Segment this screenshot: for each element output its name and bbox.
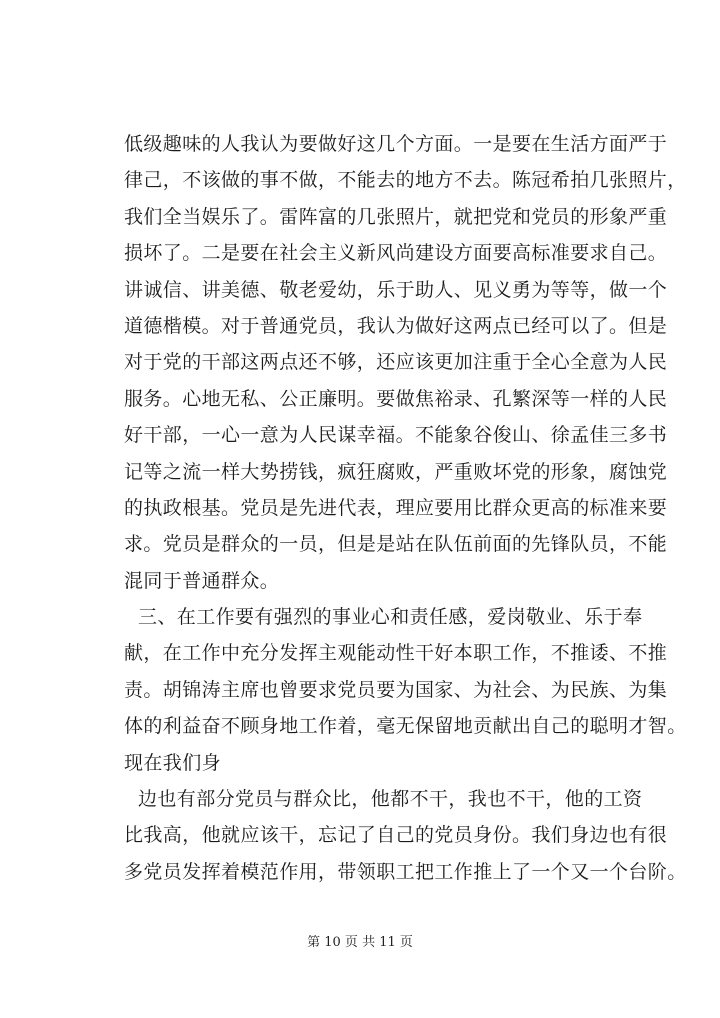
text-line: 好干部，一心一意为人民谋幸福。不能象谷俊山、徐孟佳三多书: [124, 424, 668, 447]
text-line: 记等之流一样大势捞钱，疯狂腐败，严重败坏党的形象，腐蚀党: [124, 460, 668, 483]
text-line: 讲诚信、讲美德、敬老爱幼，乐于助人、见义勇为等等，做一个: [124, 278, 668, 301]
body-text: [124, 126, 687, 890]
text-line: 三、在工作要有强烈的事业心和责任感，爱岗敬业、乐于奉: [138, 606, 643, 629]
text-line: 现在我们身: [124, 751, 222, 774]
text-line: 献，在工作中充分发挥主观能动性干好本职工作，不推诿、不推: [124, 642, 668, 665]
text-line: 多党员发挥着模范作用，带领职工把工作推上了一个又一个台阶。: [124, 860, 687, 883]
text-line: 服务。心地无私、公正廉明。要做焦裕录、孔繁深等一样的人民: [124, 387, 668, 410]
text-line: 责。胡锦涛主席也曾要求党员要为国家、为社会、为民族、为集: [124, 678, 668, 701]
text-line: 对于党的干部这两点还不够，还应该更加注重于全心全意为人民: [124, 351, 668, 374]
text-line: 求。党员是群众的一员，但是是站在队伍前面的先锋队员，不能: [124, 533, 668, 556]
text-line: 损坏了。二是要在社会主义新风尚建设方面要高标准要求自己。: [124, 242, 668, 265]
text-line: 的执政根基。党员是先进代表，理应要用比群众更高的标准来要: [124, 496, 668, 519]
text-line: 低级趣味的人我认为要做好这几个方面。一是要在生活方面严于: [124, 133, 668, 155]
text-line: 混同于普通群众。: [124, 569, 280, 592]
text-line: 边也有部分党员与群众比，他都不干，我也不干，他的工资: [138, 788, 643, 811]
text-line: 律己，不该做的事不做，不能去的地方不去。陈冠希拍几张照片，: [124, 169, 687, 192]
text-line: 我们全当娱乐了。雷阵富的几张照片，就把党和党员的形象严重: [124, 205, 668, 228]
text-line: 道德楷模。对于普通党员，我认为做好这两点已经可以了。但是: [124, 314, 668, 337]
page-number-footer: 第 10 页 共 11 页: [307, 935, 413, 950]
text-line: 比我高，他就应该干，忘记了自己的党员身份。我们身边也有很: [124, 824, 668, 847]
text-line: 体的利益奋不顾身地工作着，毫无保留地贡献出自己的聪明才智。: [124, 715, 687, 738]
